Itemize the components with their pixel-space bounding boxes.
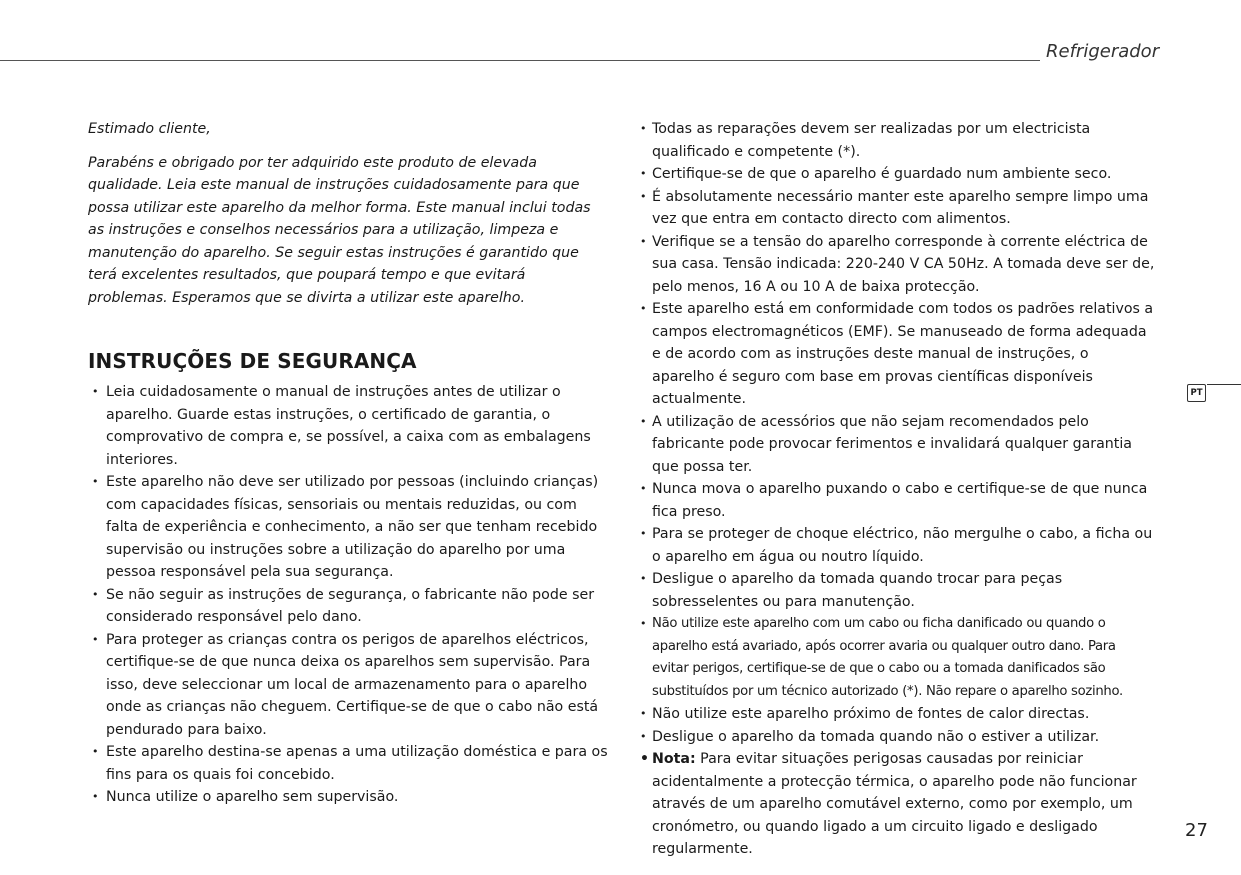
safety-item: • Certifique-se de que o aparelho é guardado num ambiente seco.	[640, 163, 1155, 186]
safety-item: • Nunca utilize o aparelho sem supervisão.	[88, 786, 608, 809]
safety-item: • Este aparelho destina-se apenas a uma utilização doméstica e para os fins para os quais foi concebido.	[88, 741, 608, 786]
note-label: Nota:	[652, 751, 696, 767]
safety-item: • Este aparelho não deve ser utilizado por pessoas (incluindo crianças) com capacidades físicas, sensoriais ou mentais reduzidas, ou com falta de experiência e conhecimento, a não ser que tenham recebido supervisão ou instruções sobre a utilização do aparelho por uma pessoa responsável pela sua segurança.	[88, 471, 608, 584]
safety-list-right	[640, 118, 1155, 861]
safety-item: • Este aparelho está em conformidade com todos os padrões relativos a campos electromagnéticos (EMF). Se manuseado de forma adequada e de acordo com as instruções deste manual de instruções, o aparelho é seguro com base em provas científicas disponíveis actualmente.	[640, 298, 1155, 411]
language-tab	[1187, 384, 1241, 404]
safety-heading: INSTRUÇÕES DE SEGURANÇA	[88, 349, 417, 373]
safety-item: • Para se proteger de choque eléctrico, não mergulhe o cabo, a ficha ou o aparelho em água ou noutro líquido.	[640, 523, 1155, 568]
safety-item: • É absolutamente necessário manter este aparelho sempre limpo uma vez que entra em contacto directo com alimentos.	[640, 186, 1155, 231]
safety-item: • Verifique se a tensão do aparelho corresponde à corrente eléctrica de sua casa. Tensão indicada: 220-240 V CA 50Hz. A tomada deve ser de, pelo menos, 16 A ou 10 A de baixa protecção.	[640, 231, 1155, 299]
note-text: Para evitar situações perigosas causadas por reiniciar acidentalmente a protecção térmica, o aparelho pode não funcionar através de um aparelho comutável externo, como por exemplo, um cronómetro, ou quando ligado a um circuito ligado e desligado regularmente.	[652, 751, 1137, 857]
language-tab-label: PT	[1187, 384, 1206, 402]
running-header-title: Refrigerador	[1046, 41, 1160, 62]
intro-paragraph: Parabéns e obrigado por ter adquirido este produto de elevada qualidade. Leia este manual de instruções cuidadosamente para que possa utilizar este aparelho da melhor forma. Este manual inclui todas as instruções e conselhos necessários para a utilização, limpeza e manutenção do aparelho. Se seguir estas instruções é garantido que terá excelentes resultados, que poupará tempo e que evitará problemas. Esperamos que se divirta a utilizar este aparelho.	[88, 154, 591, 306]
right-column	[640, 118, 1155, 861]
safety-item: • Não utilize este aparelho próximo de fontes de calor directas.	[640, 703, 1155, 726]
page-number: 27	[1185, 820, 1208, 841]
intro-section	[88, 118, 608, 309]
safety-item: • Nunca mova o aparelho puxando o cabo e certifique-se de que nunca fica preso.	[640, 478, 1155, 523]
safety-item: • Desligue o aparelho da tomada quando trocar para peças sobresselentes ou para manutenção.	[640, 568, 1155, 613]
safety-item: • Se não seguir as instruções de segurança, o fabricante não pode ser considerado responsável pelo dano.	[88, 584, 608, 629]
intro-greeting: Estimado cliente,	[88, 121, 211, 137]
safety-note	[640, 748, 1155, 861]
language-tab-line	[1207, 384, 1241, 385]
header-rule	[0, 60, 1040, 61]
safety-list-left	[88, 381, 608, 809]
left-column	[88, 118, 608, 809]
safety-item: • Todas as reparações devem ser realizadas por um electricista qualificado e competente (*).	[640, 118, 1155, 163]
safety-item: • A utilização de acessórios que não sejam recomendados pelo fabricante pode provocar ferimentos e invalidará qualquer garantia que possa ter.	[640, 411, 1155, 479]
safety-item: • Leia cuidadosamente o manual de instruções antes de utilizar o aparelho. Guarde estas instruções, o certificado de garantia, o comprovativo de compra e, se possível, a caixa com as embalagens interiores.	[88, 381, 608, 471]
safety-item: • Para proteger as crianças contra os perigos de aparelhos eléctricos, certifique-se de que nunca deixa os aparelhos sem supervisão. Para isso, deve seleccionar um local de armazenamento para o aparelho onde as crianças não cheguem. Certifique-se de que o cabo não está pendurado para baixo.	[88, 629, 608, 742]
safety-item: • Não utilize este aparelho com um cabo ou ficha danificado ou quando o aparelho está avariado, após ocorrer avaria ou qualquer outro dano. Para evitar perigos, certifique-se de que o cabo ou a tomada danificados são substituídos por um técnico autorizado (*). Não repare o aparelho sozinho.	[640, 613, 1155, 703]
safety-item: • Desligue o aparelho da tomada quando não o estiver a utilizar.	[640, 726, 1155, 749]
